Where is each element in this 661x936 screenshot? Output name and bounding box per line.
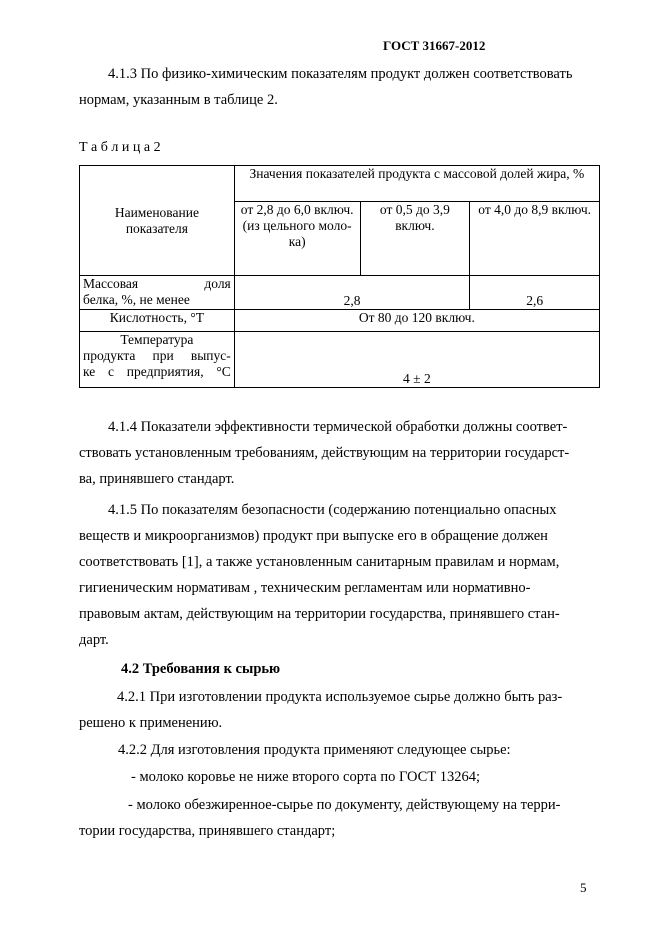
- list-item-skim-milk-line1: - молоко обезжиренное-сырье по документу, действующему на терри-: [128, 797, 561, 813]
- column-header-name: Наименование показателя: [80, 166, 235, 276]
- list-item-whole-milk: - молоко коровье не ниже второго сорта по ГОСТ 13264;: [131, 769, 481, 785]
- list-item-skim-milk-line2: тории государства, принявшего стандарт;: [79, 823, 336, 839]
- section-heading-4-2: 4.2 Требования к сырью: [121, 661, 281, 677]
- page-number: 5: [580, 880, 587, 895]
- paragraph-4-1-4-line2: ствовать установленным требованиям, действующим на территории государст-: [79, 445, 570, 461]
- paragraph-4-1-5-line3: соответствовать [1], а также установленным санитарным правилам и нормам,: [79, 554, 560, 570]
- paragraph-4-1-4-line1: 4.1.4 Показатели эффективности термической обработки должны соответ-: [108, 419, 568, 435]
- paragraph-4-1-5-line6: дарт.: [79, 632, 109, 648]
- row-name-temperature-line2: продукта при выпус-: [83, 348, 231, 363]
- value-acidity: От 80 до 120 включ.: [234, 310, 599, 332]
- table-caption: Т а б л и ц а 2: [79, 140, 161, 155]
- table-row: [80, 276, 600, 310]
- document-header: ГОСТ 31667-2012: [383, 38, 486, 53]
- paragraph-4-2-2: 4.2.2 Для изготовления продукта применяют следующее сырье:: [118, 742, 511, 758]
- paragraph-4-1-5-line2: веществ и микроорганизмов) продукт при выпуске его в обращение должен: [79, 528, 548, 544]
- row-name-temperature: [80, 332, 235, 388]
- row-name-protein-line2: белка, %, не менее: [83, 292, 190, 307]
- row-name-acidity: Кислотность, °Т: [80, 310, 235, 332]
- paragraph-4-1-3-line1: 4.1.3 По физико-химическим показателям продукт должен соответствовать: [108, 66, 573, 82]
- row-name-temperature-line1: Температура: [120, 332, 194, 347]
- paragraph-4-1-5-line5: правовым актам, действующим на территории государства, принявшего стан-: [79, 606, 560, 622]
- paragraph-4-2-1-line1: 4.2.1 При изготовлении продукта используемое сырье должно быть раз-: [117, 689, 563, 705]
- table-row: [80, 310, 600, 332]
- column-header-values: Значения показателей продукта с массовой долей жира, %: [234, 166, 599, 202]
- paragraph-4-1-3-line2: нормам, указанным в таблице 2.: [79, 92, 278, 108]
- subheader-0-5-3-9: от 0,5 до 3,9 включ.: [360, 202, 470, 276]
- subheader-4-0-8-9: от 4,0 до 8,9 включ.: [470, 202, 600, 276]
- value-protein-2-8: 2,8: [234, 276, 470, 310]
- paragraph-4-1-5-line1: 4.1.5 По показателям безопасности (содержанию потенциально опасных: [108, 502, 557, 518]
- paragraph-4-1-4-line3: ва, принявшего стандарт.: [79, 471, 235, 487]
- paragraph-4-2-1-line2: решено к применению.: [79, 715, 223, 731]
- row-name-temperature-line3: ке с предприятия, °С: [83, 364, 231, 379]
- table-row: [80, 332, 600, 388]
- row-name-protein: [80, 276, 235, 310]
- table-2: [79, 165, 600, 388]
- value-temperature: 4 ± 2: [234, 332, 599, 388]
- subheader-2-8-6-0: от 2,8 до 6,0 включ. (из цельного моло-ка): [234, 202, 360, 276]
- value-protein-2-6: 2,6: [470, 276, 600, 310]
- paragraph-4-1-5-line4: гигиеническим нормативам , техническим регламентам или нормативно-: [79, 580, 531, 596]
- row-name-protein-line1: Массовая доля: [83, 276, 231, 291]
